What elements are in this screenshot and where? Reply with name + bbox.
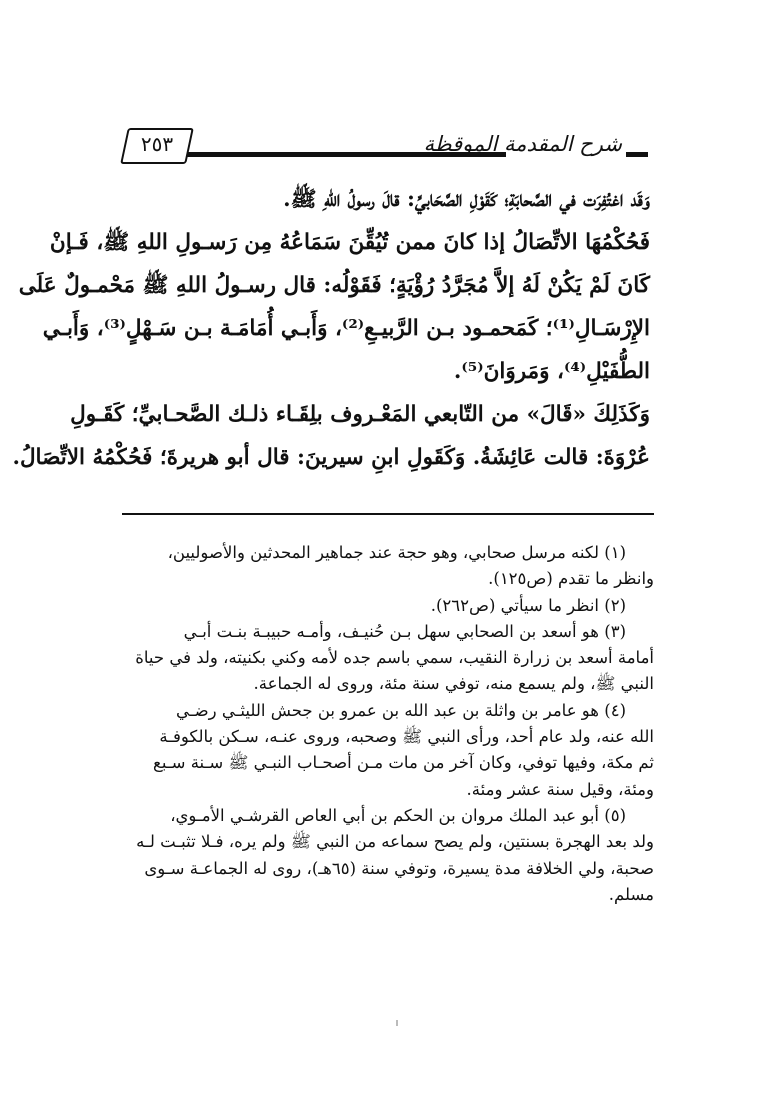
footnote-line: ومئة، وقيل سنة عشر ومئة. <box>466 779 654 799</box>
footnotes <box>118 540 654 908</box>
main-text-line: الإِرْسَـالِ⁽¹⁾؛ كَمَحمـود بـن الرَّبيـعِ⁽²⁾، وَأَبـي أُمَامَـة بـن سَـهْلٍ⁽³⁾، وَأَبـي <box>42 316 650 341</box>
footnote-line: (٤) هو عامر بن واثلة بن عبد الله بن عمرو بن جحش الليثـي رضـي <box>176 700 626 720</box>
scan-mark <box>396 1020 398 1026</box>
footnote-line: مسلم. <box>608 884 654 904</box>
footnote-line: ولد بعد الهجرة بسنتين، ولم يصح سماعه من النبي ﷺ ولم يره، فـلا تثبـت لـه <box>136 832 654 852</box>
main-text-line: وَقَد اغتُفِرَت في الصَّحابَةِ؛ كَقَوْلِ الصَّحَابيِّ: قالَ رسولُ اللهِ ﷺ. <box>283 187 650 212</box>
main-text-line: فَحُكْمُهَا الاتِّصَالُ إذا كانَ ممن تُيُقِّنَ سَمَاعُهُ مِن رَسـولِ اللهِ ﷺ، فَـإنْ <box>49 230 650 255</box>
footnote-line: (١) لكنه مرسل صحابي، وهو حجة عند جماهير المحدثين والأصوليين، <box>167 543 626 562</box>
header-rule-right <box>626 152 648 157</box>
page-header <box>118 118 648 170</box>
main-text-line: وَكَذَلِكَ «قَالَ» من التّابعي المَعْـروف بلِقَـاء ذلـك الصَّحـابيِّ؛ كَقَـولِ <box>70 402 650 427</box>
footnote-line: أمامة أسعد بن زرارة النقيب، سمي باسم جده لأمه وكني بكنيته، ولد في حياة <box>135 648 654 668</box>
main-text-line: كَانَ لَمْ يَكُنْ لَهُ إلاَّ مُجَرَّدُ رُؤْيَةٍ؛ فَقَوْلُه: قال رسـولُ اللهِ ﷺ مَحْمـولٌ عَلَى <box>18 273 650 298</box>
footnote-line: (٥) أبو عبد الملك مروان بن الحكم بن أبي العاص القرشـي الأمـوي، <box>170 805 626 825</box>
footnote-line: ثم مكة، وفيها توفي، وكان آخر من مات مـن أصحـاب النبـي ﷺ سـنة سـبع <box>153 753 654 773</box>
footnote-line: الله عنه، ولد عام أحد، ورأى النبي ﷺ وصحبه، وروى عنـه، سـكن بالكوفـة <box>159 727 654 747</box>
footnote-line: صحبة، ولي الخلافة مدة يسيرة، وتوفي سنة (٦٥هـ)، روى له الجماعـة سـوى <box>144 858 654 878</box>
footnote-line: وانظر ما تقدم (ص١٢٥). <box>488 569 654 589</box>
footnote-separator <box>122 513 654 515</box>
footnote-line: (٢) انظر ما سيأتي (ص٢٦٢). <box>430 595 626 615</box>
main-text <box>12 178 650 479</box>
footnote-line: (٣) هو أسعد بن الصحابي سهل بـن حُنيـف، وأمـه حبيبـة بنـت أبـي <box>183 621 626 641</box>
main-text-line: عُرْوَةَ: قالت عَائِشَةُ. وَكَقَولِ ابنِ سيرينَ: قال أبو هريرةَ؛ فَحُكْمُهُ الاتِّصَالُ. <box>12 445 650 470</box>
footnote-line: النبي ﷺ، ولم يسمع منه، توفي سنة مئة، وروى له الجماعة. <box>253 674 654 694</box>
running-title: شرح المقدمة الموقظة <box>423 132 622 156</box>
main-text-line: الطُّفَيْلِ⁽⁴⁾، وَمَروَانَ⁽⁵⁾. <box>453 359 650 384</box>
page-number: ٢٥٣ <box>140 132 174 156</box>
